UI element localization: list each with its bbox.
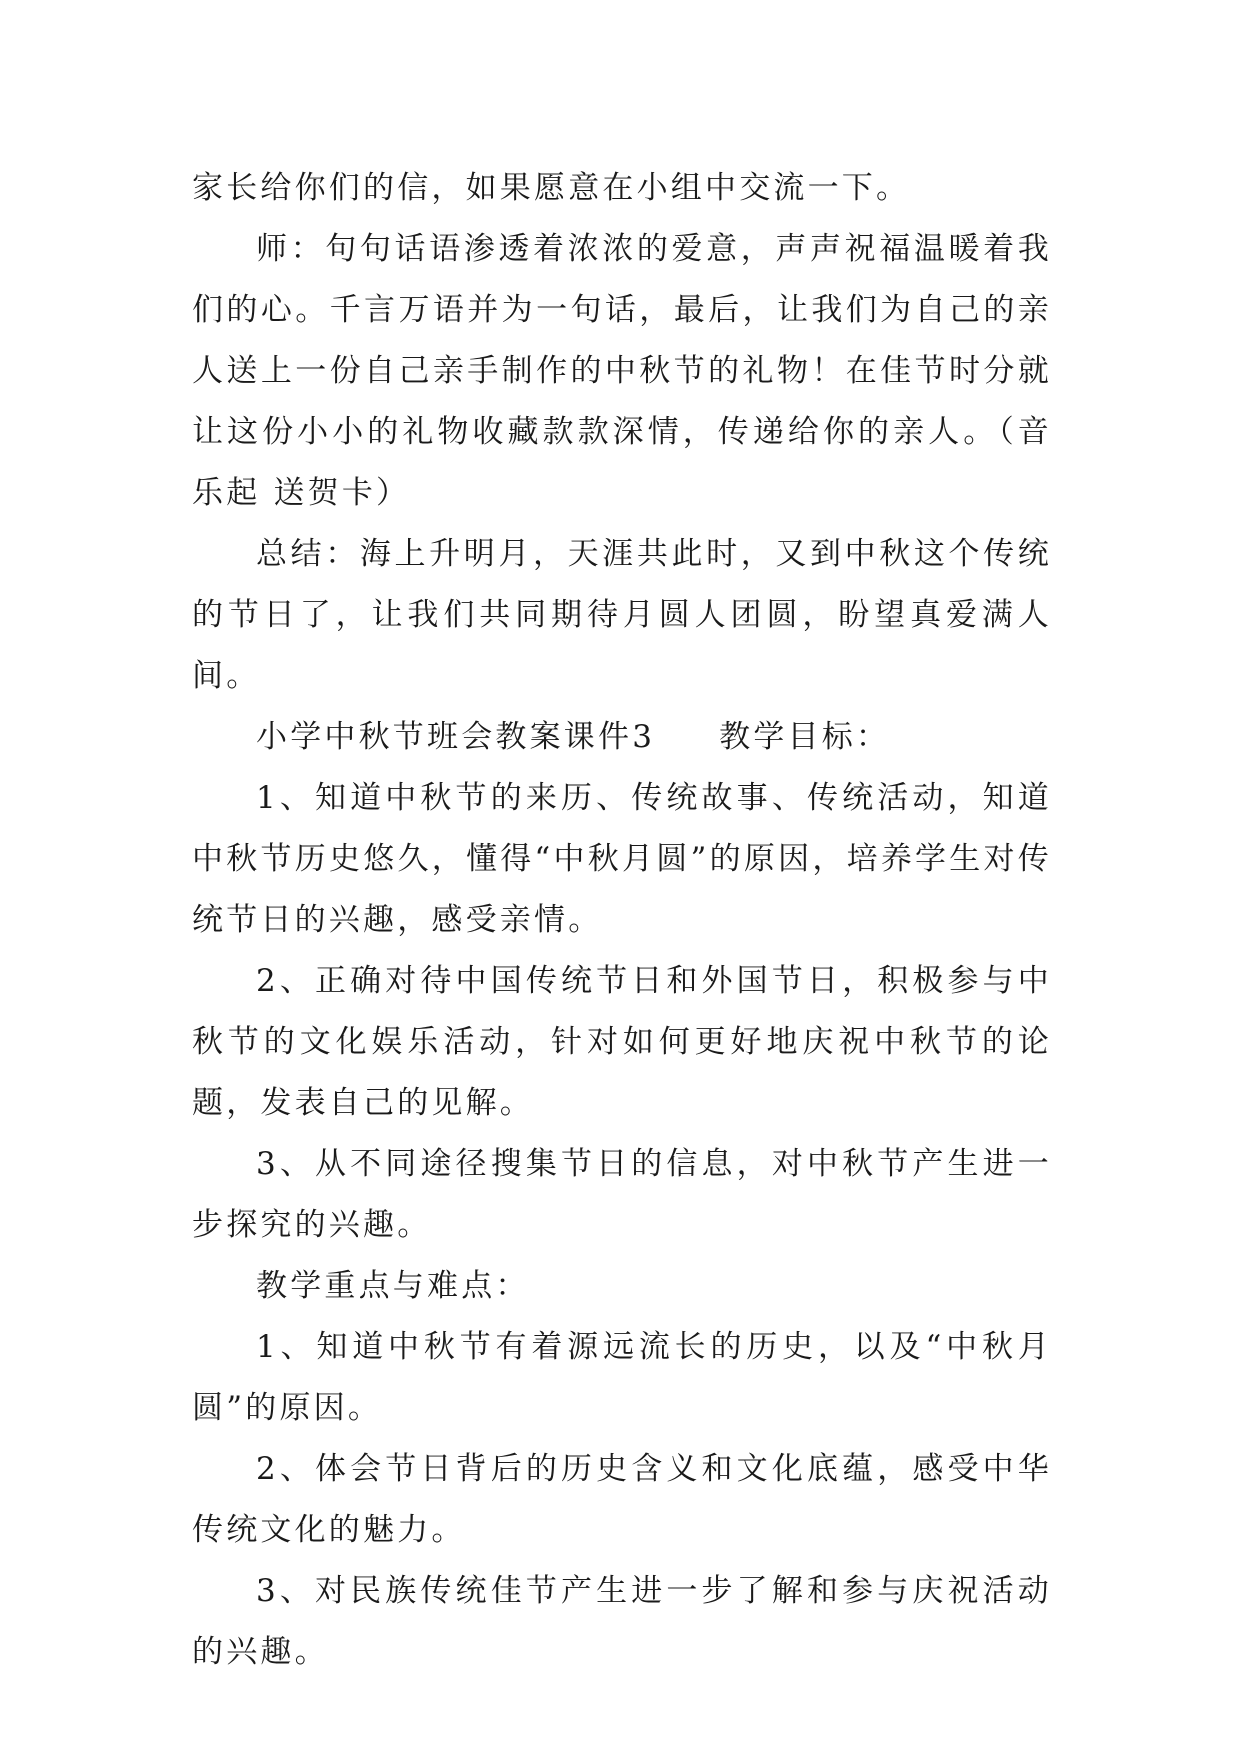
key-points-heading: 教学重点与难点： bbox=[256, 1268, 530, 1304]
key-point-item-3: 3、对民族传统佳节产生进一步了解和参与庆祝活动的兴趣。 bbox=[192, 1573, 1052, 1670]
paragraph-summary: 总结：海上升明月，天涯共此时，又到中秋这个传统的节日了，让我们共同期待月圆人团圆，盼望真爱满人间。 bbox=[192, 536, 1052, 694]
section-heading-line bbox=[192, 707, 1052, 768]
key-point-item-1: 1、知道中秋节有着源远流长的历史，以及“中秋月圆”的原因。 bbox=[192, 1329, 1052, 1426]
goal-item-2: 2、正确对待中国传统节日和外国节日，积极参与中秋节的文化娱乐活动，针对如何更好地庆祝中秋节的论题，发表自己的见解。 bbox=[192, 963, 1052, 1121]
paragraph-teacher-remarks: 师：句句话语渗透着浓浓的爱意，声声祝福温暖着我们的心。千言万语并为一句话，最后，让我们为自己的亲人送上一份自己亲手制作的中秋节的礼物！在佳节时分就让这份小小的礼物收藏款款深情，传递给你的亲人。（音乐起 送贺卡） bbox=[192, 231, 1052, 511]
goal-item-1: 1、知道中秋节的来历、传统故事、传统活动，知道中秋节历史悠久，懂得“中秋月圆”的原因，培养学生对传统节日的兴趣，感受亲情。 bbox=[192, 780, 1052, 938]
document-body bbox=[192, 158, 1052, 1683]
paragraph-parent-letter: 家长给你们的信，如果愿意在小组中交流一下。 bbox=[192, 170, 911, 206]
goal-item-3: 3、从不同途径搜集节日的信息，对中秋节产生进一步探究的兴趣。 bbox=[192, 1146, 1052, 1243]
key-point-item-2: 2、体会节日背后的历史含义和文化底蕴，感受中华传统文化的魅力。 bbox=[192, 1451, 1052, 1548]
section-title: 小学中秋节班会教案课件3 bbox=[256, 719, 656, 755]
section-subtitle: 教学目标： bbox=[719, 719, 891, 755]
